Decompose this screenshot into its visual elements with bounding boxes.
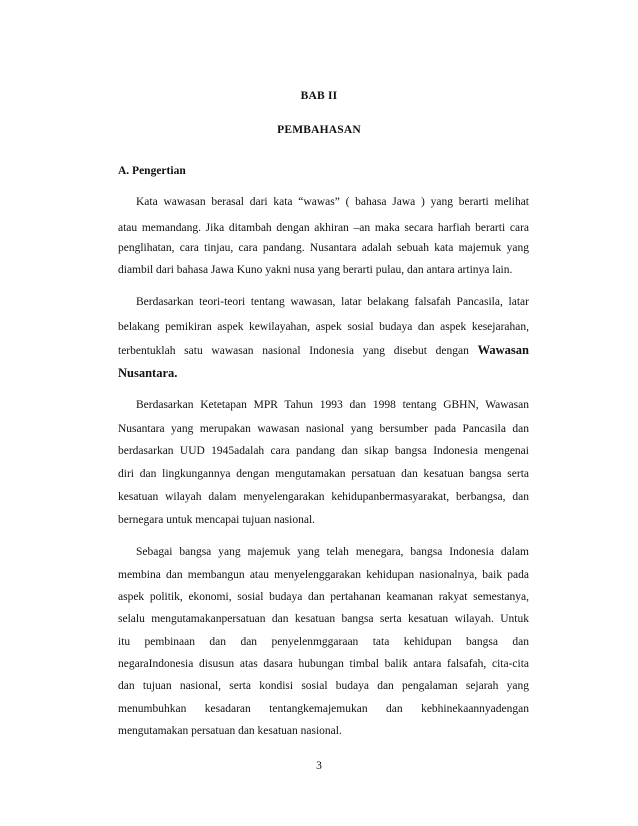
paragraph-2-line: [118, 343, 529, 358]
paragraph-2-line: belakang pemikiran aspek kewilayahan, aspek sosial budaya dan aspek kesejarahan,: [118, 321, 529, 333]
paragraph-3-line: Nusantara yang merupakan wawasan nasional yang bersumber pada Pancasila dan: [118, 423, 529, 435]
paragraph-4-line: menumbuhkan kesadaran tentangkemajemukan dan kebhinekaannyadengan: [118, 703, 529, 715]
emphasized-term: Nusantara.: [118, 366, 178, 380]
paragraph-4-line: aspek politik, ekonomi, sosial budaya dan pertahanan keamanan rakyat semestanya,: [118, 591, 529, 603]
chapter-title: PEMBAHASAN: [277, 124, 361, 136]
paragraph-1-line: Kata wawasan berasal dari kata “wawas” ( bahasa Jawa ) yang berarti melihat: [136, 196, 529, 208]
paragraph-4-line: dan tujuan nasional, serta kondisi sosial budaya dan pengalaman sejarah yang: [118, 680, 529, 692]
paragraph-4-line: membina dan membangun atau menyelenggarakan kehidupan nasionalnya, baik pada: [118, 569, 529, 581]
paragraph-4-line: selalu mengutamakanpersatuan dan kesatuan bangsa serta kesatuan wilayah. Untuk: [118, 613, 529, 625]
paragraph-4-line: negaraIndonesia disusun atas dasara hubungan timbal balik antara falsafah, cita-cita: [118, 658, 529, 670]
paragraph-2-line: [118, 366, 529, 381]
section-heading: A. Pengertian: [118, 165, 186, 177]
paragraph-3-line: Berdasarkan Ketetapan MPR Tahun 1993 dan 1998 tentang GBHN, Wawasan: [136, 399, 529, 411]
paragraph-2-line: Berdasarkan teori-teori tentang wawasan, latar belakang falsafah Pancasila, latar: [136, 296, 529, 308]
paragraph-2-line-text: terbentuklah satu wawasan nasional Indonesia yang disebut dengan: [118, 345, 469, 357]
paragraph-4-line: itu pembinaan dan dan penyelenmggaraan tata kehidupan bangsa dan: [118, 636, 529, 648]
paragraph-3-line: kesatuan wilayah dalam menyelengarakan kehidupanbermasyarakat, berbangsa, dan: [118, 491, 529, 503]
chapter-number: BAB II: [300, 90, 338, 102]
paragraph-3-line: berdasarkan UUD 1945adalah cara pandang dan sikap bangsa Indonesia mengenai: [118, 445, 529, 457]
paragraph-1-line: atau memandang. Jika ditambah dengan akhiran –an maka secara harfiah berarti cara: [118, 222, 529, 234]
page-number: 3: [316, 760, 322, 772]
emphasized-term: Wawasan: [477, 343, 529, 357]
paragraph-4-line: Sebagai bangsa yang majemuk yang telah menegara, bangsa Indonesia dalam: [136, 546, 529, 558]
paragraph-4-line: mengutamakan persatuan dan kesatuan nasional.: [118, 725, 342, 737]
paragraph-1-line: penglihatan, cara tinjau, cara pandang. Nusantara adalah sebuah kata majemuk yang: [118, 242, 529, 254]
paragraph-3-line: diri dan lingkungannya dengan mengutamakan persatuan dan kesatuan bangsa serta: [118, 468, 529, 480]
paragraph-1-line: diambil dari bahasa Jawa Kuno yakni nusa yang berarti pulau, dan antara artinya lain.: [118, 264, 513, 276]
paragraph-3-line: bernegara untuk mencapai tujuan nasional.: [118, 514, 316, 526]
